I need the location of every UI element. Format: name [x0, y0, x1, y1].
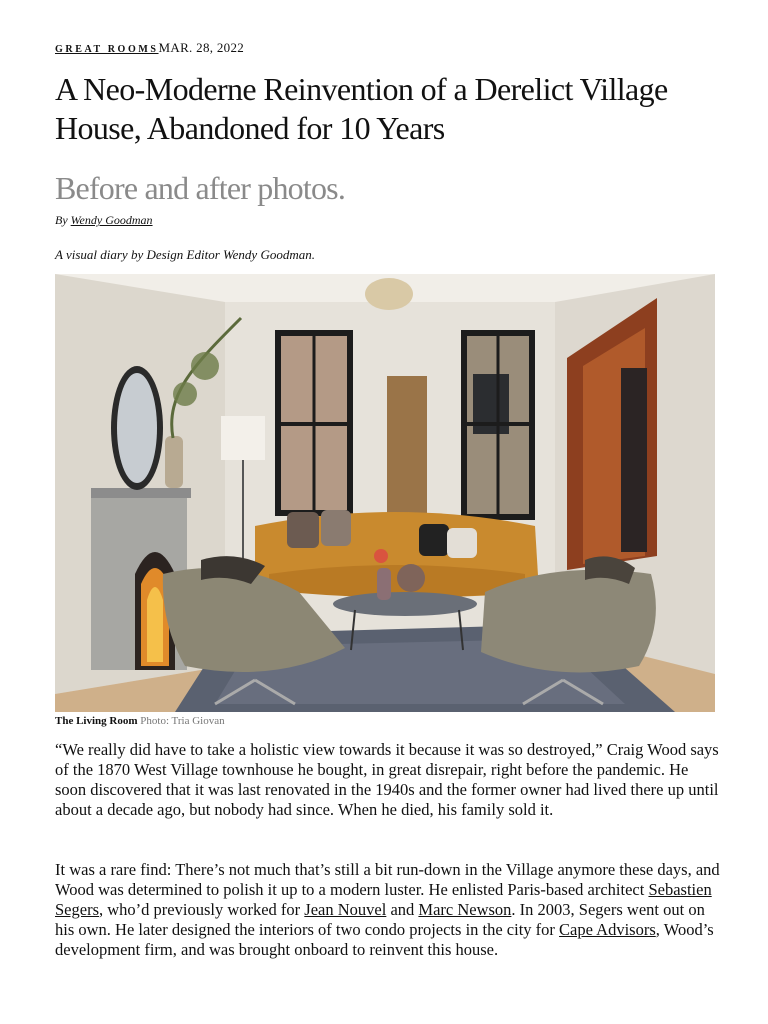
rubric-link[interactable]: GREAT ROOMS [55, 44, 159, 55]
link-marc-newson[interactable]: Marc Newson [418, 900, 512, 919]
byline [55, 213, 153, 228]
caption-title: The Living Room [55, 715, 138, 727]
p2-text-b: , who’d previously worked for [99, 900, 305, 919]
living-room-photo [55, 274, 715, 712]
p2-text-a: It was a rare find: There’s not much that’s still a bit run-down in the Village anymore these days, and Wood was determined to polish it up to a modern luster. He enlisted Paris-based architect [55, 860, 720, 899]
intro-text: A visual diary by Design Editor Wendy Goodman. [55, 247, 315, 262]
author-link[interactable]: Wendy Goodman [70, 213, 153, 227]
subhead: Before and after photos. [55, 170, 346, 206]
headline: A Neo-Moderne Reinvention of a Derelict Village House, Abandoned for 10 Years [55, 71, 668, 146]
publish-date: MAR. 28, 2022 [158, 40, 245, 55]
link-sebastien-segers[interactable]: Sebastien Segers [55, 880, 712, 919]
body-paragraph-1: “We really did have to take a holistic view towards it because it was so destroyed,” Craig Wood says of the 1870 West Village townhouse he bought, in great disrepair, right before the pandemic. He soon discovered that it was last renovated in the 1940s and the former owner had lived there up until about a decade ago, but nobody had since. When he died, his family sold it. [55, 740, 719, 819]
photo-caption [55, 715, 225, 727]
p2-text-e: , Wood’s development firm, and was brought onboard to reinvent this house. [55, 920, 714, 959]
photo-credit: Photo: Tria Giovan [140, 715, 225, 727]
link-jean-nouvel[interactable]: Jean Nouvel [304, 900, 387, 919]
p2-text-c: and [386, 900, 419, 919]
kicker-row [55, 40, 244, 56]
body-paragraph-2 [55, 860, 720, 960]
link-cape-advisors[interactable]: Cape Advisors [559, 920, 656, 939]
p2-text-d: . In 2003, Segers went out on his own. He later designed the interiors of two condo projects in the city for [55, 900, 705, 939]
byline-prefix: By [55, 213, 68, 227]
living-room-illustration [55, 274, 715, 712]
